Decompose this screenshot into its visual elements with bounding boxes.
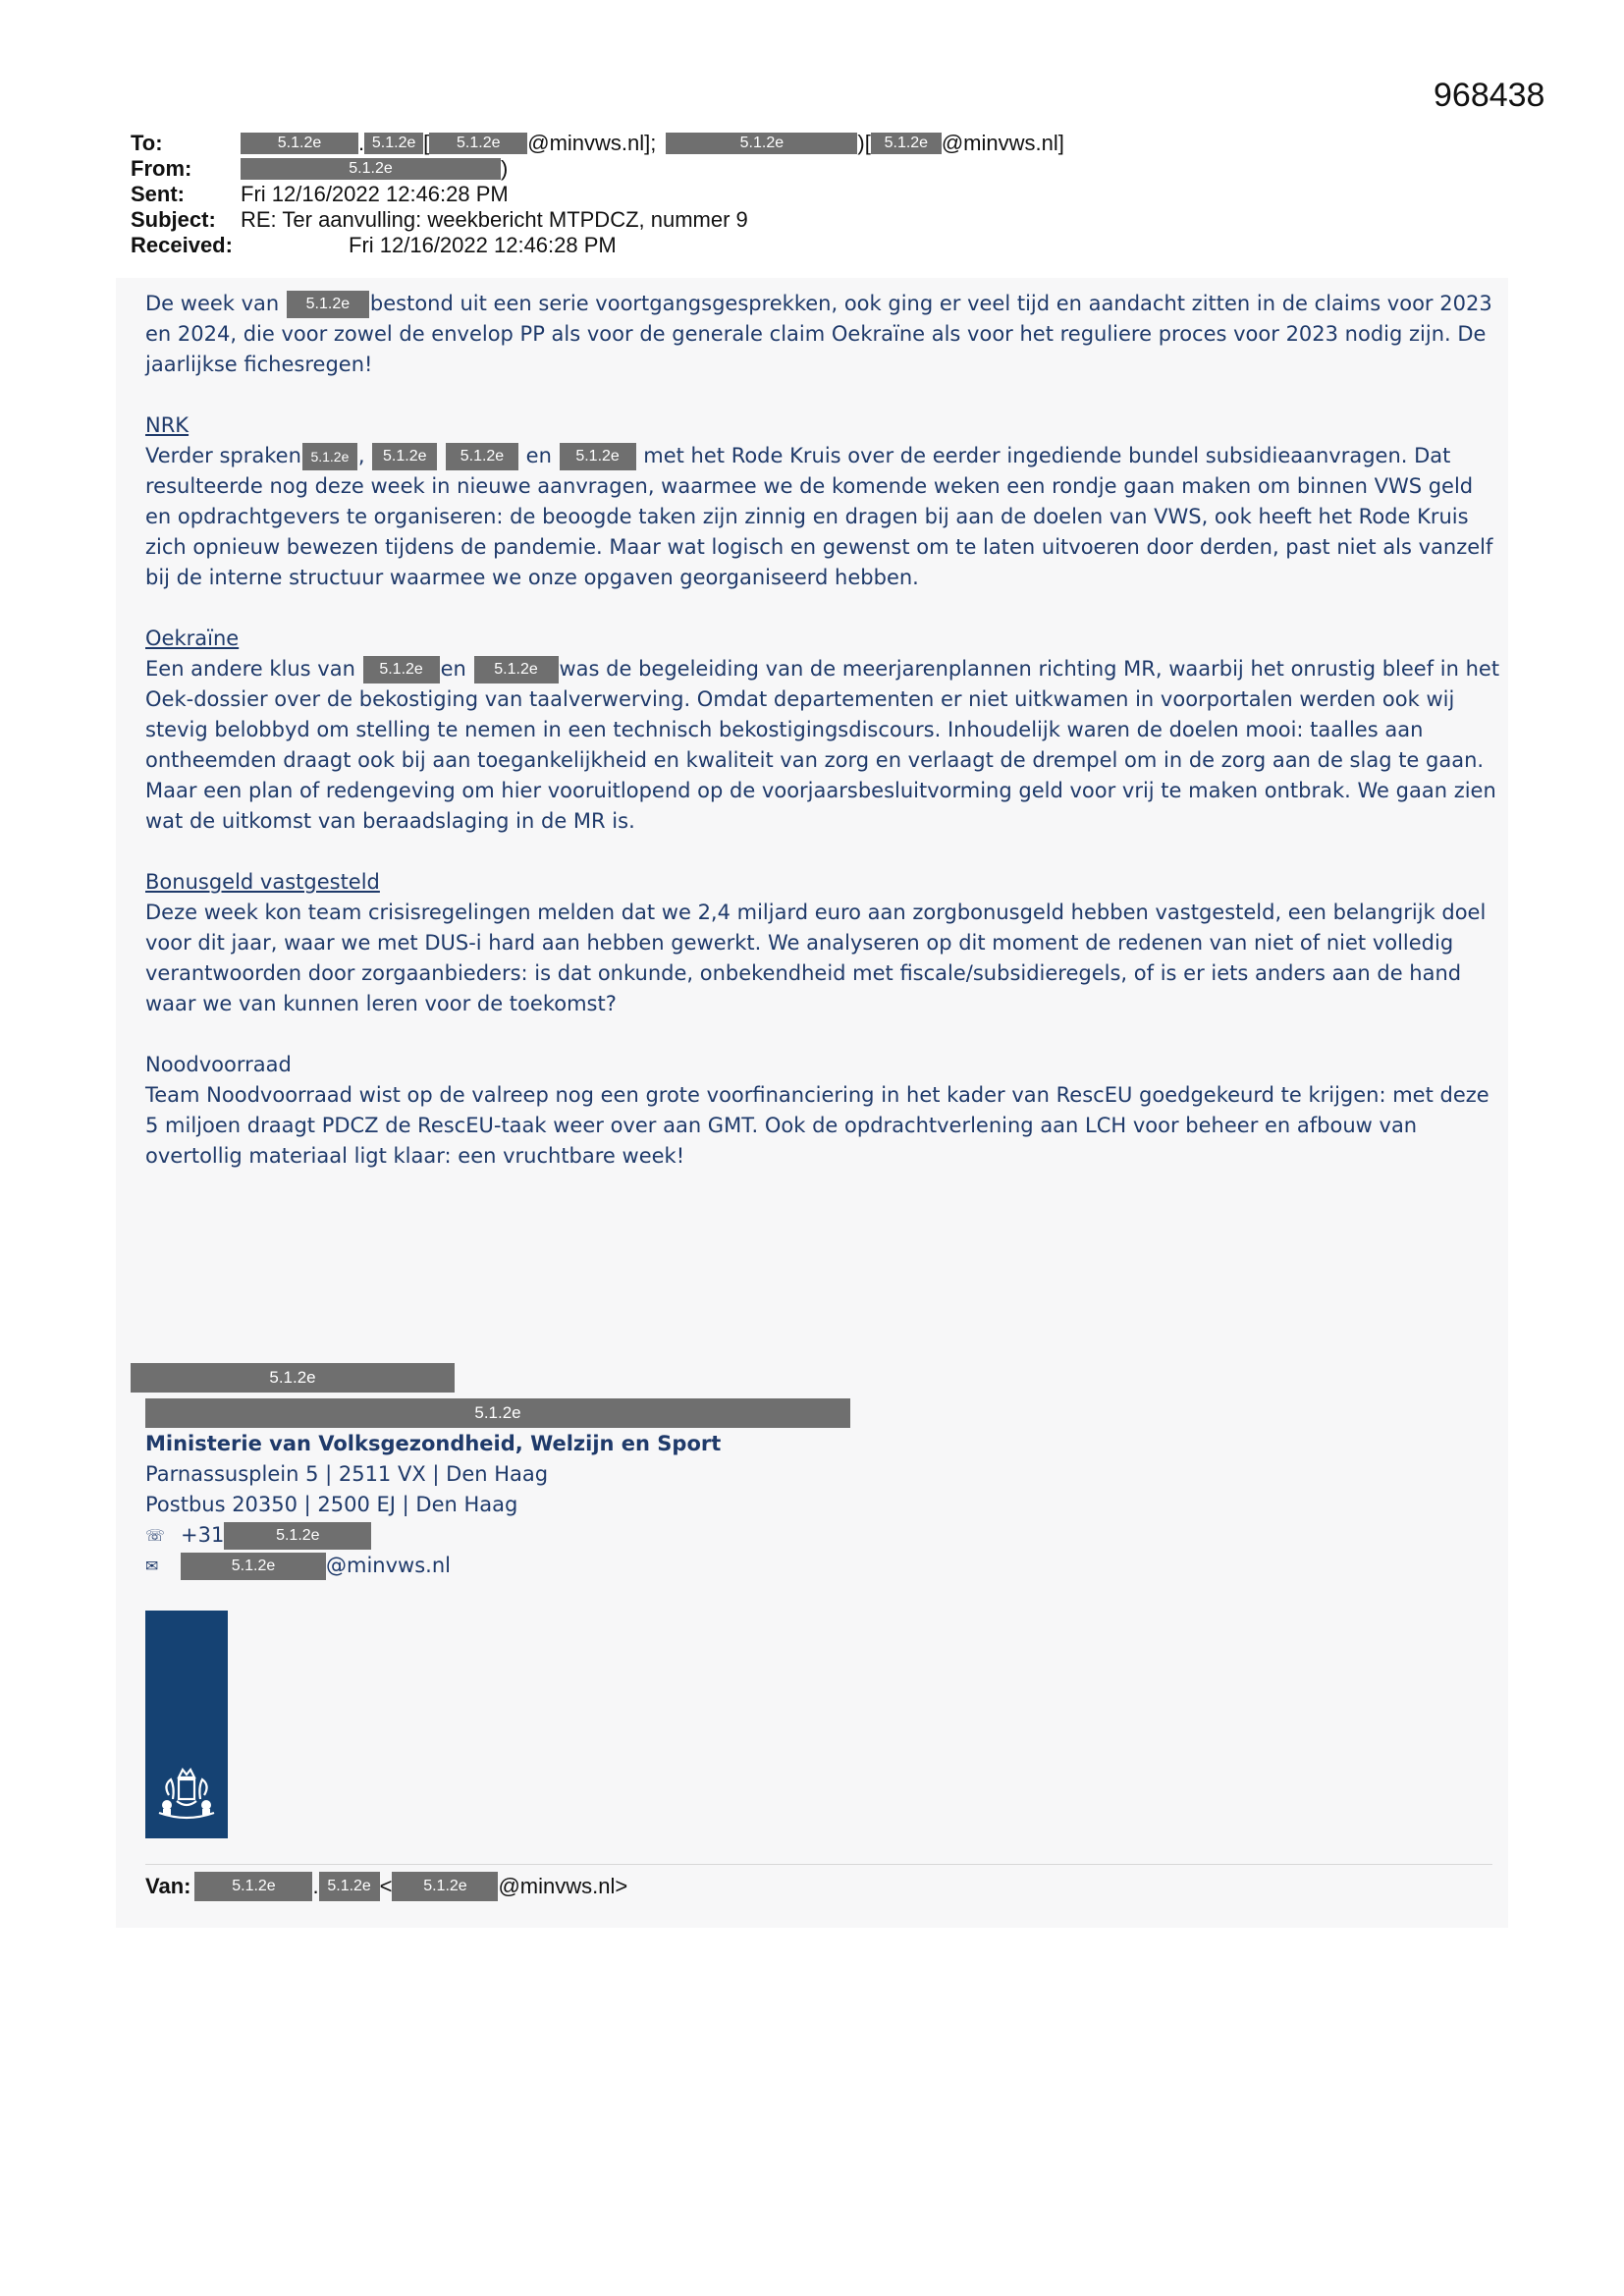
noodvoorraad-text: Team Noodvoorraad wist op de valreep nog een grote voorfinanciering in het kader van RescEU goedgekeurd te krijgen: met deze 5 miljoen draagt PDCZ de RescEU-taak weer over aan GMT. Ook de opdrachtverlening aan LCH voor beheer en afbouw van overtollig materiaal ligt klaar: een vruchtbare week!: [145, 1083, 1489, 1168]
envelope-icon: ✉: [145, 1557, 159, 1575]
document-number: 968438: [1434, 77, 1545, 114]
van-domain: @minvws.nl>: [498, 1874, 628, 1898]
signature-email: [145, 1551, 1029, 1581]
to-label: To:: [131, 131, 163, 155]
noodvoorraad-section: [145, 1050, 1500, 1172]
signature-phone: [145, 1520, 1029, 1551]
redaction-box: 5.1.2e: [241, 158, 501, 180]
redaction-box: 5.1.2e: [363, 656, 440, 683]
redaction-box: 5.1.2e: [241, 133, 358, 154]
redaction-box: 5.1.2e: [181, 1553, 326, 1580]
intro-text: bestond uit een serie voortgangsgesprekken, ook ging er veel tijd en aandacht zitten in de claims voor 2023 en 2024, die voor zowel de envelop PP als voor de generale claim Oekraïne als voor het reguliere proces voor 2023 nodig zijn. De jaarlijkse fichesregen!: [145, 292, 1492, 376]
van-label: Van:: [145, 1874, 191, 1898]
signature-name-redaction: 5.1.2e: [131, 1363, 455, 1393]
received-row: [131, 233, 1505, 258]
from-close: ): [501, 156, 509, 181]
royal-coat-of-arms-logo: [145, 1611, 228, 1838]
sent-row: [131, 182, 1505, 207]
redaction-box: 5.1.2e: [871, 133, 942, 154]
redaction-box: 5.1.2e: [372, 443, 437, 470]
redaction-box: 5.1.2e: [560, 443, 636, 470]
divider: [145, 1864, 1492, 1865]
oekraine-heading: Oekraïne: [145, 627, 240, 650]
intro-text: De week van: [145, 292, 286, 315]
redaction-box: 5.1.2e: [287, 291, 369, 318]
email-signature: [145, 1429, 1029, 1581]
redaction-box: 5.1.2e: [666, 133, 857, 154]
email-domain[interactable]: @minvws.nl: [326, 1554, 451, 1577]
redaction-box: 5.1.2e: [319, 1872, 380, 1901]
oekraine-section: [145, 624, 1500, 837]
signature-title-redaction: 5.1.2e: [145, 1398, 850, 1428]
to-value: [241, 131, 1064, 156]
from-row: [131, 156, 1505, 182]
nrk-section: [145, 410, 1500, 593]
nrk-text: met het Rode Kruis over de eerder ingediende bundel subsidieaanvragen. Dat resulteerde nog deze week in nieuwe aanvragen, waarmee we de komende weken een rondje gaan maken om binnen VWS geld en opdrachtgevers te organiseren: de beoogde taken zijn zinnig en dragen bij aan de doelen van VWS, ook heeft het Rode Kruis zich opnieuw bewezen tijdens de pandemie. Maar wat logisch en gewenst om te laten uitvoeren door derden, past niet als vanzelf bij de interne structuur waarmee we onze opgaven georganiseerd hebben.: [145, 444, 1493, 589]
oekraine-text: Een andere klus van: [145, 657, 362, 681]
to-separator: )[: [857, 131, 871, 155]
bonus-text: Deze week kon team crisisregelingen melden dat we 2,4 miljard euro aan zorgbonusgeld hebben vastgesteld, een belangrijk doel voor dit jaar, waar we met DUS-i hard aan hebben gewerkt. We analyseren op dit moment de redenen van niet of niet volledig verantwoorden door zorgaanbieders: is dat onkunde, onbekendheid met fiscale/subsidieregels, of is er iets anders aan de hand waar we van kunnen leren voor de toekomst?: [145, 901, 1487, 1015]
phone-prefix: +31: [181, 1523, 225, 1547]
bonus-section: [145, 867, 1500, 1019]
oekraine-text: was de begeleiding van de meerjarenplannen richting MR, waarbij het onrustig bleef in het Oek-dossier over de bekostiging van taalverwerving. Omdat departementen er niet uitkwamen in voorportalen werden ook wij stevig belobbyd om stelling te nemen in een technisch bekostigingsdiscours. Inhoudelijk waren de doelen mooi: taalles aan ontheemden draagt ook bij aan toegankelijkheid en kwaliteit van zorg en verlaagt de drempel om in de zorg aan de slag te gaan. Maar een plan of redengeving om hier vooruitlopend op de voorjaarsbesluitvorming geld voor vrij te maken ontbrak. We gaan zien wat de uitkomst van beraadslaging in de MR is.: [145, 657, 1500, 833]
redaction-box: 5.1.2e: [364, 133, 423, 154]
to-row: [131, 131, 1505, 156]
redaction-box: 5.1.2e: [474, 656, 559, 683]
received-label: Received:: [131, 233, 233, 257]
van-separator: <: [379, 1874, 393, 1898]
to-separator: .: [358, 131, 365, 155]
to-domain: @minvws.nl];: [527, 131, 657, 155]
noodvoorraad-heading: Noodvoorraad: [145, 1053, 292, 1076]
subject-row: [131, 207, 1505, 233]
van-separator: .: [312, 1874, 319, 1898]
to-domain: @minvws.nl]: [941, 131, 1064, 155]
signature-organisation: Ministerie van Volksgezondheid, Welzijn en Sport: [145, 1432, 722, 1455]
bonus-heading: Bonusgeld vastgesteld: [145, 870, 380, 894]
coat-of-arms-icon: [149, 1766, 224, 1825]
redaction-box: 5.1.2e: [194, 1872, 312, 1901]
redaction-box: 5.1.2e: [429, 133, 527, 154]
email-header: [131, 131, 1505, 258]
redaction-box: 5.1.2e: [302, 443, 357, 470]
nrk-text: ,: [357, 444, 365, 467]
phone-icon: ☏: [145, 1526, 166, 1545]
to-separator: [: [423, 131, 430, 155]
nrk-text: en: [525, 444, 552, 467]
redaction-box: 5.1.2e: [392, 1872, 498, 1901]
subject-label: Subject:: [131, 207, 216, 232]
from-label: From:: [131, 156, 192, 181]
redaction-box: 5.1.2e: [446, 443, 518, 470]
nrk-text: Verder spraken: [145, 444, 301, 467]
message-body: [145, 289, 1500, 1202]
signature-postbus: Postbus 20350 | 2500 EJ | Den Haag: [145, 1493, 518, 1516]
sent-value: Fri 12/16/2022 12:46:28 PM: [241, 182, 509, 206]
redaction-box: 5.1.2e: [224, 1522, 371, 1550]
previous-message-from: [145, 1870, 627, 1903]
oekraine-text: en: [440, 657, 466, 681]
received-value: Fri 12/16/2022 12:46:28 PM: [349, 233, 617, 257]
subject-value: RE: Ter aanvulling: weekbericht MTPDCZ, nummer 9: [241, 207, 748, 232]
intro-paragraph: [145, 289, 1500, 380]
sent-label: Sent:: [131, 182, 185, 206]
signature-address: Parnassusplein 5 | 2511 VX | Den Haag: [145, 1462, 549, 1486]
nrk-heading: NRK: [145, 413, 189, 437]
from-value: [241, 156, 508, 182]
